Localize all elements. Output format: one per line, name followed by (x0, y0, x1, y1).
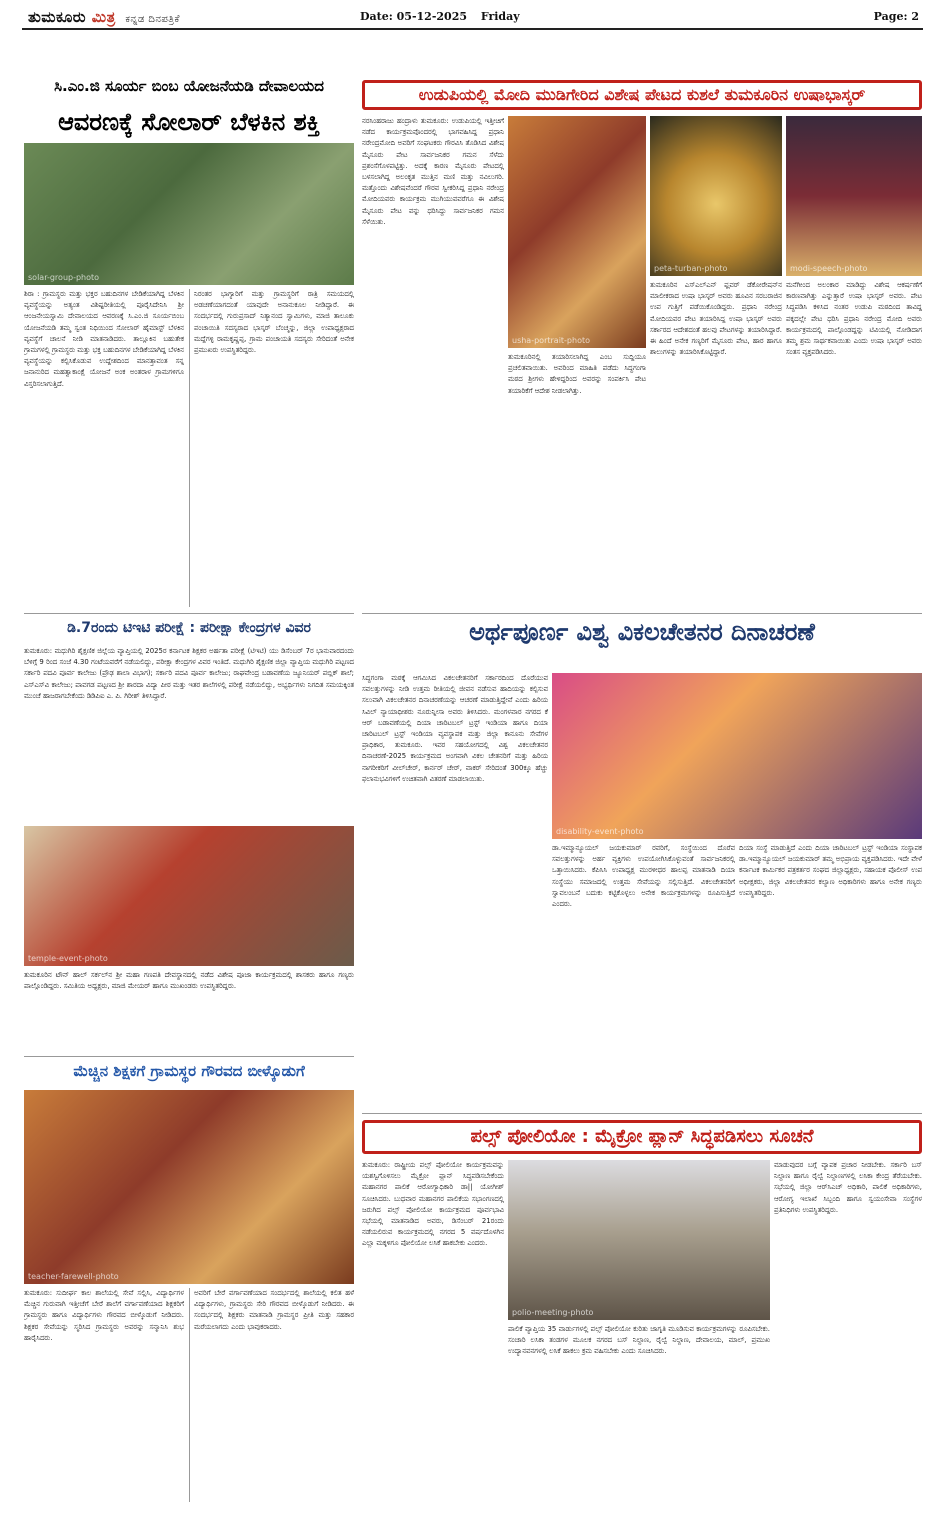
temple-caption: ತುಮಕೂರಿನ ಟೌನ್ ಹಾಲ್ ಸರ್ಕಲ್‌ನ ಶ್ರೀ ಮಹಾ ಗಣಪತಿ ದೇವಸ್ಥಾನದಲ್ಲಿ ನಡೆದ ವಿಶೇಷ ಪೂಜಾ ಕಾರ್ಯಕ್ರಮದಲ್ಲಿ ಶಾಸಕರು ಹಾಗೂ ಗಣ್ಯರು ಪಾಲ್ಗೊಂಡಿದ್ದರು. ಸಮಿತಿಯ ಅಧ್ಯಕ್ಷರು, ಮಾಜಿ ಮೇಯರ್ ಹಾಗೂ ಮುಖಂಡರು ಉಪಸ್ಥಿತರಿದ್ದರು. (24, 971, 354, 990)
disability-col2: ಡಾ.ಇಮ್ಮಾನ್ಯೂಯಲ್ ಜಯಕುಮಾರ್ ರವರಿಗೆ, ಸಂಸ್ಥೆಯಿಂದ ದೊರೆವ ಸವಲತ್ತುಗಳನ್ನು ಅರ್ಹ ವ್ಯಕ್ತಿಗಳು ಉಪಯೋಗಿಸಿಕೊಳ್ಳುವಂತೆ ಸಾರ್ವಜನಿಕರಲ್ಲಿ ಒತ್ತಾಯಿಸಿದರು. ಕೆಪಿಸಿಸಿ ಉಪಾಧ್ಯಕ್ಷ ಮುರಳೀಧರ ಹಾಲಪ್ಪ ಮಾತನಾಡಿ ದಿಯಾ ಸಂಸ್ಥೆಯು ಸಮಾಜದಲ್ಲಿ ಉತ್ತಮ ಸೇವೆಯನ್ನು ಸಲ್ಲಿಸುತ್ತಿದೆ. ವಿಕಲಚೇತನರಿಗೆ ಸ್ವಾವಲಂಬನೆ ಬದುಕು ಕಟ್ಟಿಕೊಳ್ಳಲು ಅನೇಕ ಕಾರ್ಯಕ್ರಮಗಳನ್ನು ರೂಪಿಸುತ್ತಿದೆ ಎಂದರು. (552, 844, 735, 909)
peta-turban-photo: peta-turban-photo (650, 116, 782, 276)
disability-headline: ಅರ್ಥಪೂರ್ಣ ವಿಶ್ವ ವಿಕಲಚೇತನರ ದಿನಾಚರಣೆ (469, 618, 815, 646)
exam-headline: ಡಿ.7ರಂದು ಟಿಇಟಿ ಪರೀಕ್ಷೆ : ಪರೀಕ್ಷಾ ಕೇಂದ್ರಗಳ ವಿವರ (67, 620, 311, 636)
teacher-farewell-photo: teacher-farewell-photo (24, 1090, 354, 1284)
udupi-col3: ಮನೆಗೀಂದ ಅಲಂಕಾರ ಮಾಡಿದ್ದು ವಿಶೇಷ ಆಕರ್ಷಣೆಗೆ ಕಾರಣವಾಗಿತ್ತು ಎನ್ನುತ್ತಾರೆ ಉಷಾ ಭಾಸ್ಕರ್ ಅವರು. ಪೇಟ ಸಿದ್ಧಪಡಿಸಿ ಕಳಿಸಿದ ನಂತರ ಉಡುಪಿ ಮಠದಿಂದ ತಾವಿದ್ದ ಪಕ್ಕದಲ್ಲೇ ಪೇಟ ಧರಿಸಿ ಪ್ರಧಾನಿ ನರೇಂದ್ರ ಮೋದಿ ಅವರು ಕಾರ್ಯಕ್ರಮದಲ್ಲಿ ಪಾಲ್ಗೊಂಡದ್ದನ್ನು ಟಿವಿಯಲ್ಲಿ ನೋಡಿದಾಗ ತಮ್ಮ ಶ್ರಮ ಸಾರ್ಥಕವಾಯಿತು ಎಂದು ಉಷಾ ಭಾಸ್ಕರ್ ಅವರು ಸಂತಸ ವ್ಯಕ್ತಪಡಿಸಿದರು. (786, 281, 922, 357)
section-divider (24, 613, 354, 614)
column-divider (189, 1288, 190, 1502)
paper-name-accent: ಮಿತ್ರ (91, 8, 116, 26)
teacher-col1: ತುಮಕೂರು: ಸುದೀರ್ಘ ಕಾಲ ಶಾಲೆಯಲ್ಲಿ ಸೇವೆ ಸಲ್ಲಿಸಿ, ವಿದ್ಯಾರ್ಥಿಗಳ ಮೆಚ್ಚಿನ ಗುರುವಾಗಿ ಇತ್ತೀಚೆಗೆ ಬೇರೆ ಶಾಲೆಗೆ ವರ್ಗಾವಣೆಯಾದ ಶಿಕ್ಷಕರಿಗೆ ಗ್ರಾಮಸ್ಥರು ಹಾಗೂ ವಿದ್ಯಾರ್ಥಿಗಳು ಗೌರವದ ಬೀಳ್ಕೊಡುಗೆ ನೀಡಿದರು. ಶಿಕ್ಷಕರ ಸೇವೆಯನ್ನು ಸ್ಮರಿಸಿದ ಗ್ರಾಮಸ್ಥರು ಅವರನ್ನು ಸನ್ಮಾನಿಸಿ ಶುಭ ಹಾರೈಸಿದರು. (24, 1289, 184, 1342)
page-number: Page: 2 (873, 10, 919, 23)
solar-headline: ಆವರಣಕ್ಕೆ ಸೋಲಾರ್ ಬೆಳಕಿನ ಶಕ್ತಿ (58, 108, 320, 136)
date-text: Date: 05-12-2025 (360, 10, 467, 23)
modi-speech-photo: modi-speech-photo (786, 116, 922, 276)
section-divider (24, 1056, 354, 1057)
disability-col3: ದಿಯಾ ಸಂಸ್ಥೆ ಮಾಡುತ್ತಿದೆ ಎಂದು ದಿಯಾ ಚಾರಿಟಬಲ್ ಟ್ರಸ್ಟ್ ಇಂಡಿಯಾ ಸಂಸ್ಥಾಪಕ ಡಾ.ಇಮ್ಮಾನ್ಯೂಯಲ್ ಜಯಕುಮಾರ್ ತಮ್ಮ ಅಭಿಪ್ರಾಯ ವ್ಯಕ್ತಪಡಿಸಿದರು. ಇದೇ ವೇಳೆ ಕರ್ನಾಟಕ ಕಾರ್ಮಿಕರ ಪತ್ರಕರ್ತರ ಸಂಘದ ಜಿಲ್ಲಾಧ್ಯಕ್ಷರು, ಸಹಾಯಕ ಪೊಲೀಸ್ ಉಪ ಅಧೀಕ್ಷಕರು, ಜಿಲ್ಲಾ ವಿಕಲಚೇತನರ ಕಲ್ಯಾಣ ಅಧಿಕಾರಿಗಳು ಹಾಗೂ ಅನೇಕ ಗಣ್ಯರು ಉಪಸ್ಥಿತರಿದ್ದರು. (739, 844, 922, 897)
disability-event-photo: disability-event-photo (552, 673, 922, 839)
udupi-col1: ನರಸಿಂಹರಾಜು ಹಂದ್ರಾಳು ತುಮಕೂರು: ಉಡುಪಿಯಲ್ಲಿ ಇತ್ತೀಚಿಗೆ ನಡೆದ ಕಾರ್ಯಕ್ರಮವೊಂದರಲ್ಲಿ ಭಾಗವಹಿಸಿದ್ದ ಪ್ರಧಾನಿ ನರೇಂದ್ರಮೋದಿ ಅವರಿಗೆ ಸಂಘಟಕರು ಗೌರವಿಸಿ ತೊಡಿಸಿದ ವಿಶೇಷ ಮೈಸೂರು ಪೇಟ ಸಾರ್ವಜನಿಕರ ಗಮನ ಸೆಳೆದು ಪ್ರಶಂಸೆಗೊಳಪಟ್ಟಿತ್ತು. ಅದಕ್ಕೆ ಕಾರಣ ಮೈಸೂರು ಪೇಟದಲ್ಲಿ ಬಳಸಲಾಗಿದ್ದ ಅಲಂಕೃತ ಮುತ್ತಿನ ಮಣಿ ಮತ್ತು ನವಿಲುಗರಿ. ಮತ್ತೊಂದು ವಿಶೇಷವೆಂದರೆ ಗೌರವ ಸ್ವೀಕರಿಸಿದ್ದ ಪ್ರಧಾನಿ ನರೇಂದ್ರ ಮೋದಿಯವರು ಕಾರ್ಯಕ್ರಮ ಮುಗಿಯುವವರೆಗೂ ಈ ವಿಶೇಷ ಮೈಸೂರು ಪೇಟ ವನ್ನು ಧರಿಸಿದ್ದು ಸಾರ್ವಜನಿಕರ ಗಮನ ಸೆಳೆಯಿತು. (362, 117, 504, 226)
section-divider (362, 613, 922, 614)
masthead-title (28, 8, 180, 26)
day-text: Friday (480, 10, 520, 23)
usha-portrait-photo: usha-portrait-photo (508, 116, 646, 348)
paper-name: ತುಮಕೂರು (28, 8, 87, 26)
temple-event-photo: temple-event-photo (24, 826, 354, 966)
udupi-photo-caption: ತುಮಕೂರಿನಲ್ಲಿ ತಯಾರಿಸಲಾಗಿದ್ದ ಎಂಬ ಸುದ್ದಿಯೂ ಪ್ರಚಲಿತವಾಯಿತು. ಅವರಿಂದ ಮಾಹಿತಿ ಪಡೆದು ಸಿದ್ಧಗಂಗಾ ಮಠದ ಶ್ರೀಗಳು ಹೇಳಿದ್ದರಿಂದ ಅವರನ್ನು ಸಂಪರ್ಕಿಸಿ ಪೇಟ ತಯಾರಿಕೆಗೆ ಆದೇಶ ನೀಡಲಾಗಿತ್ತು. (508, 353, 646, 395)
teacher-col2: ಅವರಿಗೆ ಬೇರೆ ವರ್ಗಾವಣೆಯಾದ ಸಂದರ್ಭದಲ್ಲಿ ಶಾಲೆಯಲ್ಲಿ ಕಲಿತ ಹಳೆ ವಿದ್ಯಾರ್ಥಿಗಳು, ಗ್ರಾಮಸ್ಥರು ಸೇರಿ ಗೌರವದ ಬೀಳ್ಕೊಡುಗೆ ನೀಡಿದರು. ಈ ಸಂದರ್ಭದಲ್ಲಿ ಶಿಕ್ಷಕರು ಮಾತನಾಡಿ ಗ್ರಾಮಸ್ಥರ ಪ್ರೀತಿ ಮತ್ತು ಸಹಕಾರ ಮರೆಯಲಾಗದು ಎಂದು ಭಾವುಕರಾದರು. (194, 1289, 354, 1331)
polio-meeting-photo: polio-meeting-photo (508, 1160, 770, 1320)
section-divider (362, 1113, 922, 1114)
disability-col1: ಸಿದ್ಧಗಂಗಾ ಮಠಕ್ಕೆ ಆಗಮಿಸಿದ ವಿಕಲಚೇತನರಿಗೆ ಸರ್ಕಾರದಿಂದ ದೊರೆಯುವ ಸವಲತ್ತುಗಳನ್ನು ನೀಡಿ ಉತ್ತಮ ರೀತಿಯಲ್ಲಿ ಜೀವನ ನಡೆಸುವ ಹಾದಿಯನ್ನು ಕಲ್ಪಿಸುವ ಸಲುವಾಗಿ ವಿಕಲಚೇತನರ ದಿನಾಚರಣೆಯನ್ನು ಆಚರಣೆ ಮಾಡುತ್ತಿದ್ದೇವೆ ಎಂದು ಹಿರಿಯ ಸಿವಿಲ್ ನ್ಯಾಯಾಧೀಶರು ನೂರುನ್ನೀಸಾ ಅವರು ತಿಳಿಸಿದರು. ಮಂಗಳವಾರ ನಗರದ ಕೆ ಆರ್ ಬಡಾವಣೆಯಲ್ಲಿ ದಿಯಾ ಚಾರಿಟಬಲ್ ಟ್ರಸ್ಟ್ ಇಂಡಿಯಾ ಹಾಗೂ ದಿಯಾ ಚಾರಿಟಬಲ್ ಟ್ರಸ್ಟ್ ಇಂಡಿಯಾ ವ್ಯವಸ್ಥಾಪಕ ಮತ್ತು ಜಿಲ್ಲಾ ಕಾನೂನು ಸೇವೆಗಳ ಪ್ರಾಧಿಕಾರ, ತುಮಕೂರು. ಇವರ ಸಹಯೋಗದಲ್ಲಿ ವಿಶ್ವ ವಿಕಲಚೇತನರ ದಿನಾಚರಣೆ-2025 ಕಾರ್ಯಕ್ರಮದ ಅಂಗವಾಗಿ ವಿಕಲ ಚೇತನರಿಗೆ ಮತ್ತು ಹಿರಿಯ ನಾಗರೀಕರಿಗೆ ವೀಲ್‌ಚೇರ್, ಕಾರ್ನರ್ ಚೇರ್, ವಾಕರ್ ಸೇರಿದಂತೆ 300ಕ್ಕೂ ಹೆಚ್ಚು ಫಲಾನುಭವಿಗಳಿಗೆ ಉಚಿತವಾಗಿ ವಿತರಣೆ ಮಾಡಲಾಯಿತು. (362, 674, 548, 783)
udupi-headline: ಉಡುಪಿಯಲ್ಲಿ ಮೋದಿ ಮುಡಿಗೇರಿದ ವಿಶೇಷ ಪೇಟದ ಕುಶಲೆ ತುಮಕೂರಿನ ಉಷಾಭಾಸ್ಕರ್ (362, 80, 922, 110)
solar-group-photo: solar-group-photo (24, 143, 354, 285)
solar-kicker: ಸಿ.ಎಂ.ಜಿ ಸೂರ್ಯ ಬಿಂಬ ಯೋಜನೆಯಡಿ ದೇವಾಲಯದ (54, 77, 324, 95)
polio-col3: ಮಾಡುವುದರ ಬಗ್ಗೆ ವ್ಯಾಪಕ ಪ್ರಚಾರ ನೀಡಬೇಕು. ಸರ್ಕಾರಿ ಬಸ್ ನಿಲ್ದಾಣ ಹಾಗೂ ರೈಲ್ವೆ ನಿಲ್ದಾಣಗಳಲ್ಲಿ ಲಸಿಕಾ ಕೇಂದ್ರ ತೆರೆಯಬೇಕು. ಸಭೆಯಲ್ಲಿ ಜಿಲ್ಲಾ ಆರ್‌ಸಿಎಚ್ ಅಧಿಕಾರಿ, ಪಾಲಿಕೆ ಅಧಿಕಾರಿಗಳು, ಆರೋಗ್ಯ ಇಲಾಖೆ ಸಿಬ್ಬಂದಿ ಹಾಗೂ ಸ್ವಯಂಸೇವಾ ಸಂಸ್ಥೆಗಳ ಪ್ರತಿನಿಧಿಗಳು ಉಪಸ್ಥಿತರಿದ್ದರು. (774, 1161, 922, 1214)
column-divider (189, 289, 190, 607)
solar-col1: ಶಿರಾ : ಗ್ರಾಮಸ್ಥರು ಮತ್ತು ಭಕ್ತರ ಬಹುದಿನಗಳ ಬೇಡಿಕೆಯಾಗಿದ್ದ ಬೆಳಕಿನ ವ್ಯವಸ್ಥೆಯನ್ನು ಅತ್ಯಂತ ವಿಶಿಷ್ಟರೀತಿಯಲ್ಲಿ ಪೂರೈಸಿದೇನಿಸಿ ಶ್ರೀ ಆಂಜನೇಯಸ್ವಾಮಿ ದೇವಾಲಯದ ಆವರಣಕ್ಕೆ ಸಿ.ಎಂ.ಜಿ ಸೂರ್ಯಬಿಂಬ ಯೋಜನೆಯಡಿ ತಮ್ಮ ಸ್ವಂತ ನಿಧಿಯಿಂದ ಸೋಲಾರ್ ಹೈಮಾಸ್ಟ್ ಬೆಳಕಿನ ವ್ಯವಸ್ಥೆಗೆ ಚಾಲನೆ ನೀಡಿ ಮಾತನಾಡಿದರು. ತಾಲ್ಲೂಕಿನ ಬಹುತೇಕ ಗ್ರಾಮಗಳಲ್ಲಿ ಗ್ರಾಮಸ್ಥರು ಮತ್ತು ಭಕ್ತ ಬಹುದಿನಗಳ ಬೇಡಿಕೆಯಾಗಿದ್ದ ಬೆಳಕಿನ ವ್ಯವಸ್ಥೆಯನ್ನು ಕಲ್ಪಿಸಿಕೊಡುವ ಉದ್ದೇಶದಿಂದ ಮಾನತ್ತಾವಂತ ಸನ್ನ ಜನಾನುರಿದ ಮಹತ್ವಾಕಾಂಕ್ಷೆ ಯೋಜನೆ ಅಂಕ ಅಂತರಾಳ ಗ್ರಾಮಗಳಿಗೂ ವಿಸ್ತರಿಸಲಾಗುತ್ತಿದೆ. (24, 290, 184, 388)
udupi-col2: ತುಮಕೂರಿನ ಎಸ್‌ಎಲ್‌ಎನ್ ಫ್ಲವರ್ ಡೆಕೋರೇಷನ್‌ನ ಮಾಲೀಕರಾದ ಉಷಾ ಭಾಸ್ಕರ್ ಅವರು ಹೂವಿನ ಸರಬರಾಜಿನ ಉಪ ಗುತ್ತಿಗೆ ಪಡೆಯಿಕೊಂಡಿದ್ದರು. ಪ್ರಧಾನಿ ನರೇಂದ್ರ ಮೋದಿಯವರ ಪೇಟ ತಯಾರಿಸಿದ್ದ ಉಷಾ ಭಾಸ್ಕರ್ ಅವರು ಸರ್ಕಾರದ ಆದೇಶದಂತೆ ಹಲವು ಪೇಟಗಳನ್ನು ತಯಾರಿಸಿದ್ದಾರೆ. ಈ ಹಿಂದೆ ಅನೇಕ ಗಣ್ಯರಿಗೆ ಮೈಸೂರು ಪೇಟ, ಹಾರ ಹಾಗೂ ಶಾಲುಗಳನ್ನು ತಯಾರಿಸಿಕೊಟ್ಟಿದ್ದಾರೆ. (650, 281, 782, 357)
polio-col1: ತುಮಕೂರು: ರಾಷ್ಟ್ರೀಯ ಪಲ್ಸ್ ಪೋಲಿಯೋ ಕಾರ್ಯಕ್ರಮವನ್ನು ಯಶಸ್ವಿಗೊಳಿಸಲು ಮೈಕ್ರೋ ಪ್ಲಾನ್ ಸಿದ್ಧಪಡಿಸಬೇಕೆಂದು ಮಹಾನಗರ ಪಾಲಿಕೆ ಆರೋಗ್ಯಾಧಿಕಾರಿ ಡಾ|| ಯೋಗೀಶ್ ಸೂಚಿಸಿದರು. ಬುಧವಾರ ಮಹಾನಗರ ಪಾಲಿಕೆಯ ಸಭಾಂಗಣದಲ್ಲಿ ಜರುಗಿದ ಪಲ್ಸ್ ಪೋಲಿಯೋ ಕಾರ್ಯಕ್ರಮದ ಪೂರ್ವಭಾವಿ ಸಭೆಯಲ್ಲಿ ಮಾತನಾಡಿದ ಅವರು, ಡಿಸೆಂಬರ್ 21ರಂದು ನಡೆಯಲಿರುವ ಕಾರ್ಯಕ್ರಮದಲ್ಲಿ ನಗರದ 5 ವರ್ಷದೊಳಗಿನ ಎಲ್ಲಾ ಮಕ್ಕಳಿಗೂ ಪೋಲಿಯೋ ಲಸಿಕೆ ಹಾಕಬೇಕು ಎಂದರು. (362, 1161, 504, 1248)
issue-date (360, 10, 520, 23)
polio-col2: ಪಾಲಿಕೆ ವ್ಯಾಪ್ತಿಯ 35 ವಾರ್ಡುಗಳಲ್ಲಿ ಪಲ್ಸ್ ಪೋಲಿಯೋ ಕುರಿತು ಜಾಗೃತಿ ಮೂಡಿಸುವ ಕಾರ್ಯಕ್ರಮಗಳನ್ನು ರೂಪಿಸಬೇಕು. ಸಂಚಾರಿ ಲಸಿಕಾ ತಂಡಗಳ ಮೂಲಕ ನಗರದ ಬಸ್ ನಿಲ್ದಾಣ, ರೈಲ್ವೆ ನಿಲ್ದಾಣ, ದೇವಾಲಯ, ಮಾಲ್, ಪ್ರಮುಖ ಉದ್ಯಾನವನಗಳಲ್ಲಿ ಲಸಿಕೆ ಹಾಕಲು ಕ್ರಮ ವಹಿಸಬೇಕು ಎಂದು ಸೂಚಿಸಿದರು. (508, 1325, 770, 1356)
teacher-headline: ಮೆಚ್ಚಿನ ಶಿಕ್ಷಕಗೆ ಗ್ರಾಮಸ್ಥರ ಗೌರವದ ಬೀಳ್ಕೊಡುಗೆ (73, 1062, 305, 1080)
solar-col2: ನಿರಂತರ ಭಾಗ್ಯಾರಿಗೆ ಮತ್ತು ಗ್ರಾಮಸ್ಥರಿಗೆ ರಾತ್ರಿ ಸಮಯದಲ್ಲಿ ಅಡಚಣೆಯಾಗದಂತೆ ಯಾವುದೇ ಅನಾನುಕೂಲ ನೀಡಿದ್ದಾರೆ. ಈ ಸಂದರ್ಭದಲ್ಲಿ ಗುರುಪ್ರಸಾದ್ ನಿತ್ಯಾನಂದ ಸ್ವಾಮಿಗಳು, ಮಾಜಿ ತಾಲೂಕು ಪಂಚಾಯಿತಿ ಸದಸ್ಯರಾದ ಭಾಸ್ಕರ್ ಬೆಂಚ್ಮನ್ನು, ಜಿಲ್ಲಾ ಉಪಾಧ್ಯಕ್ಷರಾದ ಮದ್ದೆಗಳ್ಳಿ ರಾಮಕೃಷ್ಣಪ್ಪ, ಗ್ರಾಮ ಪಂಚಾಯತಿ ಸದಸ್ಯರು ಸೇರಿದಂತೆ ಅನೇಕ ಪ್ರಮುಖರು ಉಪಸ್ಥಿತರಿದ್ದರು. (194, 290, 354, 355)
paper-subtitle: ಕನ್ನಡ ದಿನಪತ್ರಿಕೆ (125, 14, 180, 25)
polio-headline: ಪಲ್ಸ್ ಪೋಲಿಯೋ : ಮೈಕ್ರೋ ಪ್ಲಾನ್ ಸಿದ್ಧಪಡಿಸಲು ಸೂಚನೆ (362, 1120, 922, 1154)
exam-body: ತುಮಕೂರು: ಮಧುಗಿರಿ ಶೈಕ್ಷಣಿಕ ಜಿಲ್ಲೆಯ ವ್ಯಾಪ್ತಿಯಲ್ಲಿ 2025ರ ಕರ್ನಾಟಕ ಶಿಕ್ಷಕರ ಅರ್ಹತಾ ಪರೀಕ್ಷೆ (ಟಿಇಟಿ) ಯು ಡಿಸೆಂಬರ್ 7ರ ಭಾನುವಾರದಂದು ಬೆಳಿಗ್ಗೆ 9 ರಿಂದ ಸಂಜೆ 4.30 ಗಂಟೆಯವರೆಗೆ ನಡೆಯಲಿದ್ದು, ಪರೀಕ್ಷಾ ಕೇಂದ್ರಗಳ ವಿವರ ಇಂತಿದೆ. ಮಧುಗಿರಿ ಶೈಕ್ಷಣಿಕ ಜಿಲ್ಲಾ ವ್ಯಾಪ್ತಿಯ ಮಧುಗಿರಿ ಪಟ್ಟಣದ ಸರ್ಕಾರಿ ಪದವಿ ಪೂರ್ವ ಕಾಲೇಜು (ಪ್ರೌಢ ಶಾಲಾ ವಿಭಾಗ); ಸರ್ಕಾರಿ ಪದವಿ ಪೂರ್ವ ಕಾಲೇಜು; ರಾಘವೇಂದ್ರ ಬಡಾವಣೆಯ ಜ್ಯೂನಿಯರ್ ಪಬ್ಲಿಕ್ ಶಾಲೆ; ಎಸ್‌ಎಸ್‌ವಿ ಕಾಲೇಜು; ಪಾವಗಡ ಪಟ್ಟಣದ ಶ್ರೀ ಶಾರದಾ ವಿದ್ಯಾ ಪೀಠ ಮತ್ತು ಇತರ ಶಾಲೆಗಳಲ್ಲಿ ಪರೀಕ್ಷೆ ನಡೆಯಲಿದ್ದು, ಅಭ್ಯರ್ಥಿಗಳು ನಿಗದಿತ ಸಮಯಕ್ಕಿಂತ ಮುಂಚೆ ಹಾಜರಾಗಬೇಕೆಂದು ಡಿಡಿಪಿಐ ಎ. ಪಿ. ಗಿರೀಶ್ ತಿಳಿಸಿದ್ದಾರೆ. (24, 647, 354, 700)
masthead-rule (22, 28, 923, 30)
